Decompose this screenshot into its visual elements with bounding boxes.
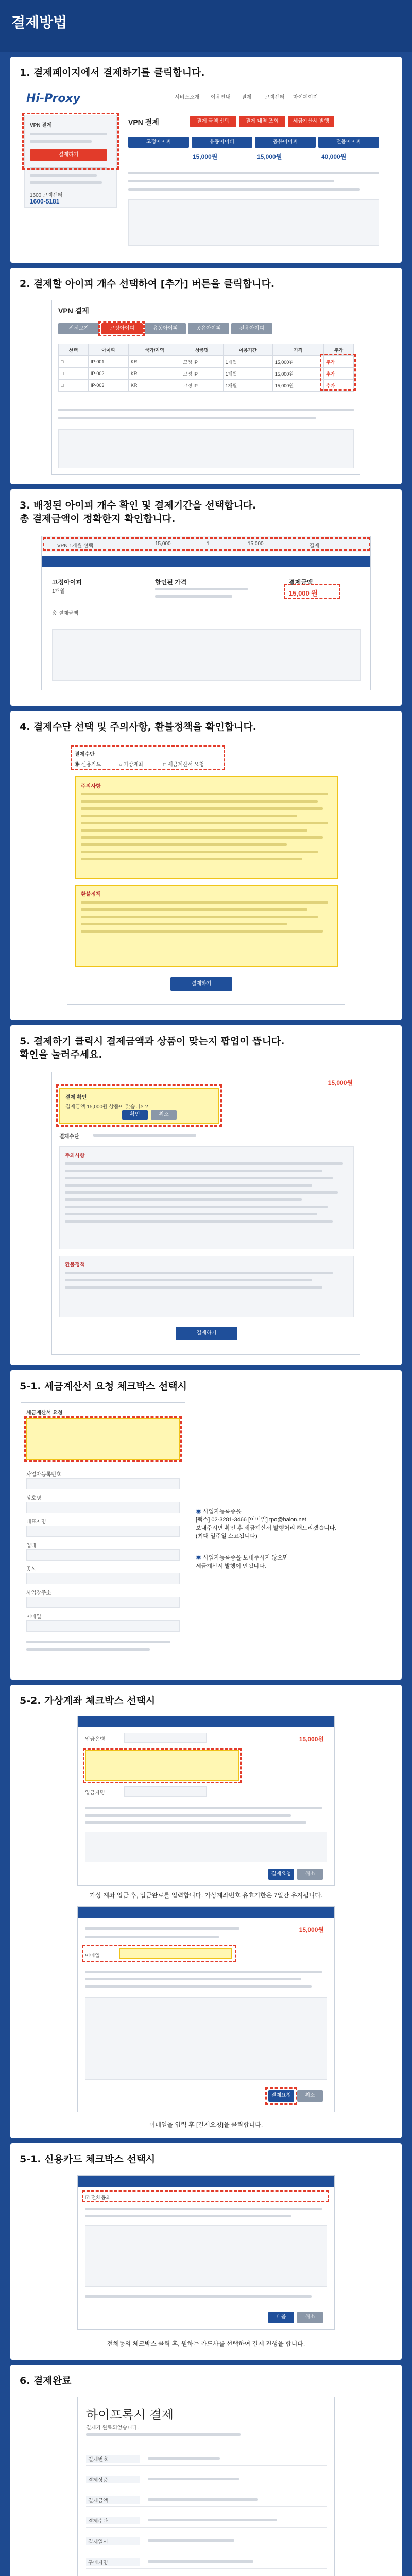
highlight-box [83,1748,242,1783]
step-5-title: 5. 결제하기 클릭시 결제금액과 상품이 맞는지 팝업이 뜹니다. 확인을 눌러주세요. [20,1036,285,1060]
nav-item[interactable]: 결제 [242,95,252,100]
bullet-text: 사업자등록증을 [팩스] 02-3281-3466 [이메일] tpo@haion.net 보내주시면 확인 후 세금계산서 발행처리 해드리겠습니다. (최대 일주일 소요됩니다) [196,1509,337,1539]
confirm-button[interactable]: 결제요청 [268,1869,294,1880]
add-button[interactable]: 추가 [324,380,354,392]
content-area [85,1832,327,1862]
receipt-row [86,2554,327,2569]
highlight-box [43,537,370,551]
table-cell[interactable]: □ [59,356,89,368]
step-4-title: 4. 결제수단 선택 및 주의사항, 환불정책을 확인합니다. [20,721,256,733]
step-51-screenshot [21,1402,185,1670]
caption: 전체동의 체크박스 클릭 후, 원하는 카드사를 선택하여 결제 진행을 합니다. [107,2340,305,2347]
field-label: 입금은행 [85,1737,105,1742]
highlight-box [320,354,356,391]
table-cell: IP-003 [88,380,128,392]
tax-invoice-button[interactable]: 세금계산서 발행 [288,116,334,127]
product-name: 고정아이피 [52,579,82,586]
table-header-bar [42,556,370,567]
step-2-screenshot [52,300,360,475]
pay-button[interactable]: 결제하기 [170,977,232,991]
highlight-box [98,321,145,336]
cs-label: 1600 고객센터 [30,193,63,198]
method-option[interactable]: ○ 가상계좌 [119,762,144,768]
table-cell[interactable]: 1개월 [223,368,272,380]
nav-item[interactable]: 서비스소개 [175,95,200,100]
caption: 가상 계좌 입금 후, 입금완료를 입력합니다. 가상계좌번호 유효기한은 7일간 유지됩니다. [89,1892,323,1899]
field-label: 상호명 [26,1496,41,1501]
highlight-box [56,1084,222,1127]
field-label: 종목 [26,1567,37,1572]
plan-tab[interactable]: 고정아이피 [128,137,189,148]
nav-item[interactable]: 마이페이지 [293,95,318,100]
add-button[interactable]: 추가 [324,368,354,380]
highlight-box [82,1945,236,1962]
ceo-name-field[interactable] [26,1526,180,1537]
bank-select[interactable] [124,1733,207,1743]
table-cell: 고정 IP [181,368,223,380]
notice-box [59,1146,354,1249]
column-header: 국가/지역 [128,344,181,356]
step-51-title: 5-1. 세금계산서 요청 체크박스 선택시 [20,1381,187,1392]
step-3-screenshot [41,536,371,690]
agree-checkbox[interactable]: ☑ 전체동의 [85,2195,111,2201]
plan-price: 15,000원 [257,153,282,160]
receipt-label: 결제수단 [86,2517,140,2524]
table-cell: 15,000원 [272,368,323,380]
table-cell[interactable]: □ [59,368,89,380]
window-bar [78,2176,334,2187]
step-4-screenshot [67,742,345,1005]
method-option[interactable]: □ 세금계산서 요청 [163,762,204,768]
summary-cell: 1 [207,541,210,547]
cs-phone: 1600-5181 [30,198,60,205]
method-option-label: 세금계산서 요청 [167,762,204,768]
plan-tab[interactable]: 공유아이피 [255,137,316,148]
refund-title: 환불정책 [65,1262,85,1268]
popup-text: 결제금액 15,000원 상품이 맞습니까? [65,1104,148,1110]
tab-dynamic[interactable]: 유동아이피 [145,323,186,334]
product-sub: 1개월 [52,589,65,595]
step-2-card [10,268,402,484]
tab-all[interactable]: 전체보기 [58,323,99,334]
table-cell: 고정 IP [181,380,223,392]
table-cell: KR [128,368,181,380]
step-6-title: 6. 결제완료 [20,2375,72,2386]
tax-bullet [196,1546,391,1570]
receipt-label: 결제금액 [86,2496,140,2504]
step-53-card [10,2143,402,2360]
column-header: 가격 [272,344,323,356]
receipt-label: 결제상품 [86,2476,140,2483]
highlight-box [265,2087,297,2105]
item-label: 총 결제금액 [52,611,79,616]
highlight-box [71,745,225,770]
cancel-button[interactable]: 취소 [297,2312,323,2323]
business-number-field[interactable] [26,1478,180,1489]
summary-cell: 15,000 [155,541,171,547]
select-amount-button[interactable]: 결제 금액 선택 [190,116,236,127]
column-header: 이용기간 [223,344,272,356]
table-cell: KR [128,356,181,368]
tab-dedicated[interactable]: 전용아이피 [231,323,272,334]
step-1-card [10,57,402,263]
next-button[interactable]: 다음 [268,2312,294,2323]
highlight-box [22,113,119,170]
tax-bullet [196,1499,391,1540]
plan-price: 40,000원 [321,153,347,160]
step-52-screenshot-a [77,1716,335,1886]
notice-box [75,776,338,879]
tab-fixed[interactable]: 고정아이피 [101,323,143,334]
method-option[interactable]: ◉ 신용카드 [75,762,101,768]
card-list[interactable] [85,2225,327,2287]
discount-label: 할인된 가격 [155,579,187,586]
field-label: 업태 [26,1543,37,1549]
caption: 이메일을 입력 후 [결제요청]을 클릭합니다. [149,2121,263,2128]
request-payment-button[interactable]: 결제요청 [268,2090,294,2102]
summary-cell: VPN 1개월 선택 [57,543,94,549]
column-header: 선택 [59,344,89,356]
history-button[interactable]: 결제 내역 조회 [239,116,285,127]
plan-tab[interactable]: 전용아이피 [318,137,379,148]
step-5-screenshot [52,1072,360,1355]
page-title: 결제방법 [11,14,67,31]
table-cell: 15,000원 [272,380,323,392]
receipt-row [86,2451,327,2466]
method-option-label: 신용카드 [81,762,101,768]
content-area [128,199,379,246]
agree-label: 전체동의 [91,2195,111,2201]
column-header: 아이피 [88,344,128,356]
summary-cell[interactable]: 결제 [310,543,320,549]
receipt-subtitle: 결제가 완료되었습니다. [86,2425,139,2431]
business-type-field[interactable] [26,1549,180,1561]
step-1-title: 1. 결제페이지에서 결제하기를 클릭합니다. [20,67,205,78]
content-area [58,429,354,468]
ip-table [58,344,354,392]
price-label: 15,000원 [328,1079,353,1087]
price-label: 15,000원 [299,1926,324,1934]
highlight-box [284,584,340,599]
page-header [0,0,412,52]
email-field[interactable] [26,1620,180,1632]
total-label: 결제금액 [289,579,313,586]
total-value: 15,000 원 [289,589,318,597]
step-6-screenshot [77,2397,335,2576]
step-51-card [10,1370,402,1680]
refund-title: 환불정책 [81,892,101,897]
step-52-title: 5-2. 가상계좌 체크박스 선택시 [20,1695,156,1706]
cancel-button[interactable]: 취소 [297,2090,323,2102]
content-area [85,1997,327,2080]
step-4-card [10,711,402,1020]
step-3-title: 3. 배정된 아이피 개수 확인 및 결제기간을 선택합니다. 총 결제금액이 정확한지 확인합니다. [20,500,256,524]
tab-shared[interactable]: 공유아이피 [188,323,229,334]
section-title: VPN 결제 [58,307,89,315]
step-52-card [10,1685,402,2138]
pay-button[interactable]: 결제하기 [176,1327,237,1340]
plan-tab[interactable]: 유동아이피 [192,137,252,148]
field-label: 대표자명 [26,1519,46,1525]
nav-item[interactable]: 고객센터 [265,95,285,100]
price-label: 15,000원 [299,1736,324,1743]
cancel-button[interactable]: 취소 [297,1869,323,1880]
notice-title: 주의사항 [81,784,101,789]
bullet-text: 사업자등록증을 보내주시지 않으면 세금계산서 발행이 안됩니다. [196,1555,288,1569]
checkout-button[interactable]: 결제하기 [30,149,107,161]
section-title: VPN 결제 [128,118,159,126]
field-label: 사업장주소 [26,1590,52,1596]
step-5-card [10,1025,402,1365]
column-header: 추가 [324,344,354,356]
receipt-row [86,2533,327,2548]
table-cell: IP-002 [88,368,128,380]
step-1-screenshot [20,89,391,252]
column-header: 상품명 [181,344,223,356]
bullet-icon: ◉ [196,1555,203,1561]
table-cell: 15,000원 [272,356,323,368]
summary-cell: 15,000 [248,541,264,547]
method-label: 결제수단 [59,1134,79,1140]
address-field[interactable] [26,1597,180,1608]
bullet-icon: ◉ [196,1509,203,1515]
table-cell[interactable]: 1개월 [223,356,272,368]
receipt-title: 하이프록시 결제 [86,2408,174,2422]
table-row[interactable] [59,380,354,392]
plan-price: 15,000원 [193,153,218,160]
notice-title: 주의사항 [65,1153,85,1159]
step-2-title: 2. 결제할 아이피 개수 선택하여 [추가] 버튼을 클릭합니다. [20,278,275,290]
refund-box [59,1256,354,1317]
receipt-label: 결제일시 [86,2537,140,2545]
receipt-row [86,2492,327,2507]
nav-item[interactable]: 이용안내 [211,95,231,100]
step-3-card [10,489,402,706]
table-cell: 고정 IP [181,356,223,368]
business-item-field[interactable] [26,1573,180,1584]
method-option-label: 가상계좌 [123,762,144,768]
table-cell: KR [128,380,181,392]
field-label: 사업자등록번호 [26,1472,61,1478]
table-cell[interactable]: □ [59,380,89,392]
step-53-screenshot [77,2175,335,2330]
highlight-box [82,2190,329,2202]
depositor-field[interactable] [124,1786,207,1797]
step-52-screenshot-b [77,1906,335,2112]
popup-cancel-button[interactable]: 취소 [151,1110,177,1120]
sidebar-label: VPN 결제 [30,123,52,128]
window-bar [78,1716,334,1727]
field-label: 이메일 [26,1614,41,1620]
step-6-card [10,2365,402,2576]
field-label: 입금자명 [85,1790,105,1796]
refund-box [75,885,338,967]
table-cell[interactable]: 1개월 [223,380,272,392]
form-title: 세금계산서 요청 [26,1410,63,1416]
content-area [52,629,361,681]
popup-title: 결제 확인 [65,1095,87,1100]
field-label: 이메일 [85,1953,100,1959]
receipt-label: 구매자명 [86,2558,140,2566]
window-bar [78,1907,334,1918]
company-name-field[interactable] [26,1502,180,1513]
step-53-title: 5-1. 신용카드 체크박스 선택시 [20,2154,156,2165]
popup-ok-button[interactable]: 확인 [122,1110,148,1120]
receipt-label: 결제번호 [86,2455,140,2463]
receipt-row [86,2471,327,2486]
receipt-row [86,2513,327,2528]
table-cell: IP-001 [88,356,128,368]
method-label: 결제수단 [75,752,95,757]
highlight-box [24,1416,182,1462]
hiproxy-logo: Hi-Proxy [26,92,81,105]
add-button[interactable]: 추가 [324,356,354,368]
table-row[interactable] [59,368,354,380]
table-row[interactable] [59,356,354,368]
